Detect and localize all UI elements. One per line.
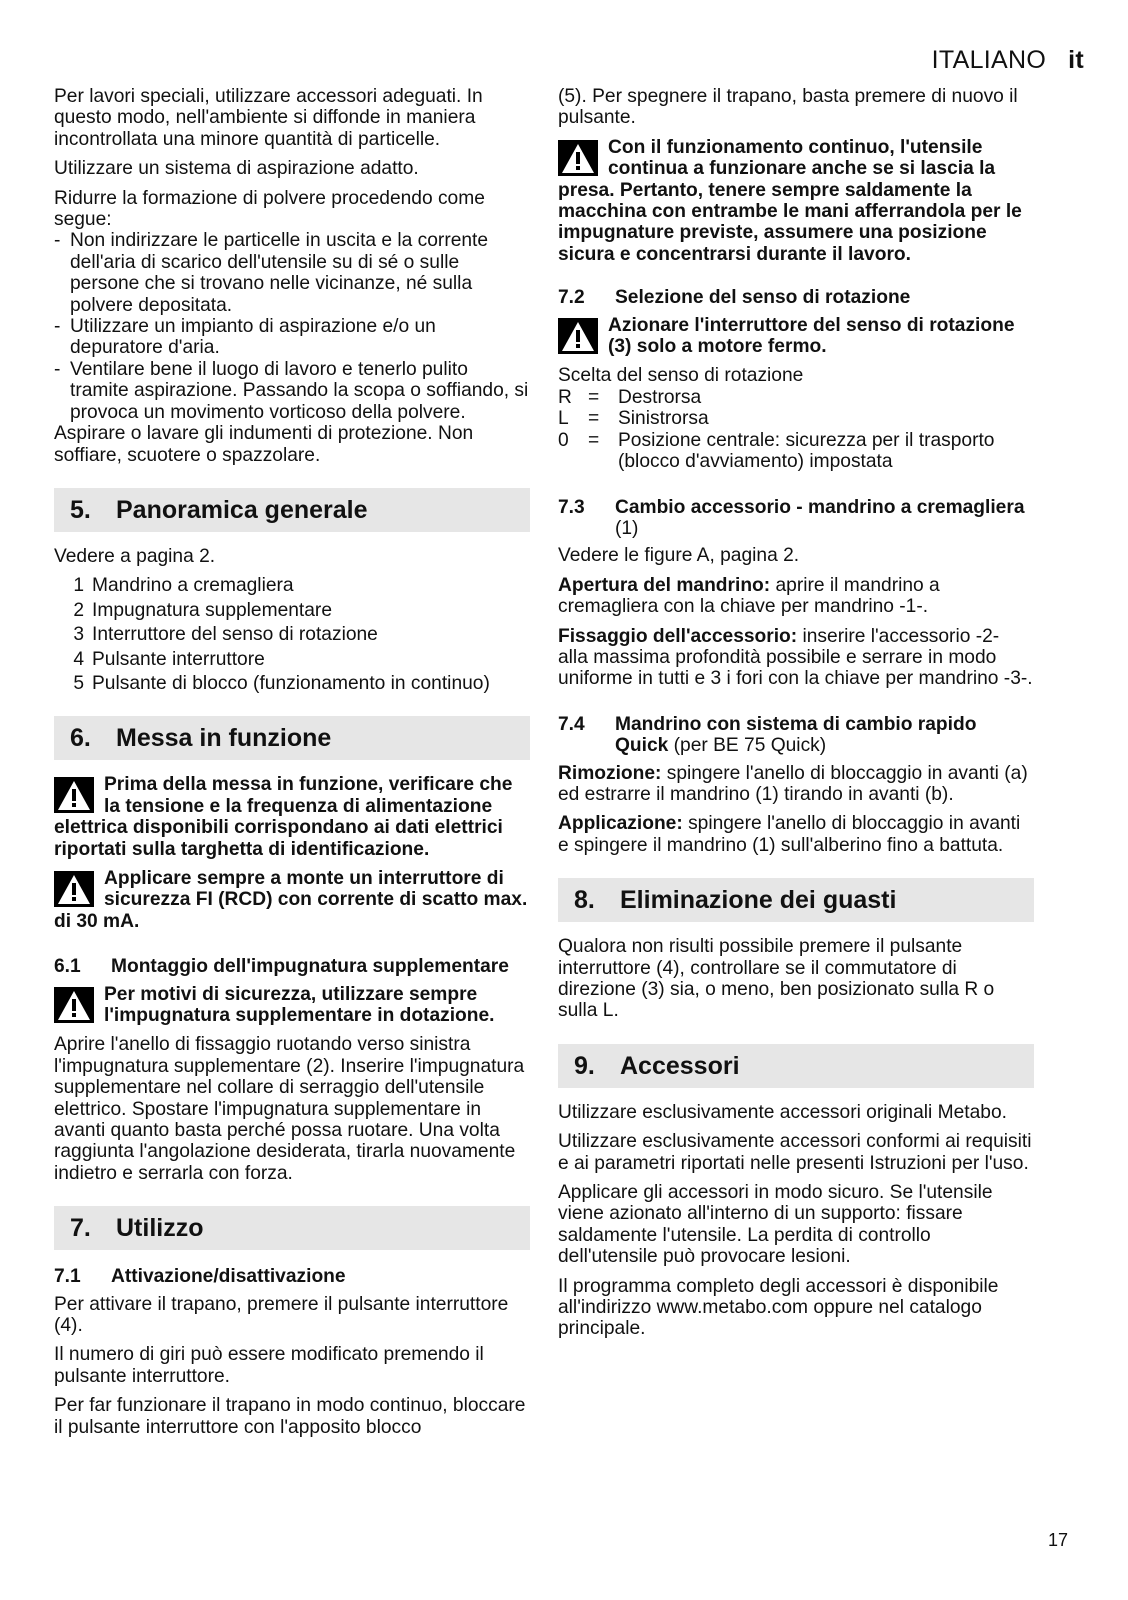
- paragraph: Fissaggio dell'accessorio: inserire l'accessorio -2- alla massima profondità possibile e serrare in modo uniforme in tutti e 3 i fori con la chiave per mandrino -3-.: [558, 625, 1033, 690]
- language-label: ITALIANO: [931, 46, 1047, 74]
- paragraph: Vedere le figure A, pagina 2.: [558, 545, 800, 567]
- section-number: 5.: [70, 495, 91, 524]
- paragraph: Ridurre la formazione di polvere procedendo come segue:: [54, 187, 485, 231]
- paragraph: Applicazione: spingere l'anello di bloccaggio in avanti e spingere il mandrino (1) sull'alberino fino a battuta.: [558, 813, 1021, 856]
- section-number: 8.: [574, 886, 595, 915]
- paragraph: Il programma completo degli accessori è disponibile all'indirizzo www.metabo.com oppure nel catalogo principale.: [558, 1275, 999, 1340]
- section-heading-5: [54, 488, 530, 532]
- paragraph: Qualora non risulti possibile premere il pulsante interruttore (4), controllare se il commutatore di direzione (3) sia, o meno, ben posizionato sulla R o sulla L.: [558, 936, 995, 1022]
- paragraph: Per lavori speciali, utilizzare accessori adeguati. In questo modo, nell'ambiente si diffonde in maniera incontrollata una minore quantità di particelle.: [54, 86, 483, 150]
- subsection-heading-7-2: 7.2 Selezione del senso di rotazione: [558, 287, 911, 309]
- list-item: - Utilizzare un impianto di aspirazione e/o un depuratore d'aria.: [54, 316, 530, 359]
- subsection-heading-7-4: 7.4 Mandrino con sistema di cambio rapido Quick (per BE 75 Quick): [558, 713, 977, 757]
- list-item: 4 Pulsante interruttore: [73, 648, 265, 670]
- left-column: [54, 86, 530, 1446]
- list-item: L = Sinistrorsa: [558, 408, 709, 430]
- list-item: 3 Interruttore del senso di rotazione: [73, 624, 378, 646]
- paragraph: Per attivare il trapano, premere il pulsante interruttore (4).: [54, 1293, 509, 1337]
- right-column: [558, 86, 1034, 1348]
- warning-icon: [558, 140, 598, 176]
- section-title: Utilizzo: [116, 1214, 204, 1243]
- warning-icon: [54, 777, 94, 813]
- warning-block: Applicare sempre a monte un interruttore di sicurezza FI (RCD) con corrente di scatto max. di 30 mA.: [54, 867, 528, 932]
- paragraph: Aprire l'anello di fissaggio ruotando verso sinistra l'impugnatura supplementare (2). Inserire l'impugnatura supplementare nel collare di serraggio dell'utensile elettrico. Spostare l'impugnatura supplementare in avanti quanto basta perché possa ruotare. Una volta raggiunta l'angolazione desiderata, tirarla nuovamente indietro e serrarla con forza.: [54, 1034, 525, 1184]
- warning-icon: [54, 871, 94, 907]
- paragraph: Utilizzare esclusivamente accessori conformi ai requisiti e ai parametri riportati nelle presenti Istruzioni per l'uso.: [558, 1131, 1032, 1174]
- warning-block: Azionare l'interruttore del senso di rotazione (3) solo a motore fermo.: [558, 315, 1034, 358]
- warning-icon: [54, 987, 94, 1023]
- warning-block: Per motivi di sicurezza, utilizzare sempre l'impugnatura supplementare in dotazione.: [54, 984, 530, 1027]
- language-code: it: [1068, 46, 1084, 74]
- section-title: Accessori: [620, 1051, 740, 1080]
- list-item: - Non indirizzare le particelle in uscita e la corrente dell'aria di scarico dell'utensile su di sé o sulle persone che si trovano nelle vicinanze, né sulla polvere depositata.: [54, 230, 530, 316]
- list-item: R = Destrorsa: [558, 386, 702, 408]
- page-number: 17: [1047, 1530, 1068, 1550]
- section-title: Eliminazione dei guasti: [620, 886, 897, 915]
- warning-icon: [558, 318, 598, 354]
- warning-block: Prima della messa in funzione, verificare che la tensione e la frequenza di alimentazione elettrica disponibili corrispondano ai dati elettrici riportati sulla targhetta di identificazione.: [54, 774, 513, 860]
- paragraph: Rimozione: spingere l'anello di bloccaggio in avanti (a) ed estrarre il mandrino (1) tirando in avanti (b).: [558, 762, 1028, 805]
- paragraph: Il numero di giri può essere modificato premendo il pulsante interruttore.: [54, 1344, 484, 1387]
- page-header: [932, 46, 1084, 75]
- section-heading-7: [54, 1206, 530, 1250]
- paragraph: Scelta del senso di rotazione: [558, 365, 804, 387]
- list-item: 2 Impugnatura supplementare: [73, 599, 332, 621]
- subsection-heading-6-1: 6.1 Montaggio dell'impugnatura supplementare: [54, 956, 509, 978]
- list-item: - Ventilare bene il luogo di lavoro e tenerlo pulito tramite aspirazione. Passando la scopa o soffiando, si provoca un movimento vorticoso della polvere.: [54, 359, 530, 423]
- paragraph: Apertura del mandrino: aprire il mandrino a cremagliera con la chiave per mandrino -1-.: [558, 574, 940, 618]
- paragraph: Aspirare o lavare gli indumenti di protezione. Non soffiare, scuotere o spazzolare.: [54, 423, 474, 466]
- paragraph: Utilizzare un sistema di aspirazione adatto.: [54, 158, 419, 180]
- paragraph: Vedere a pagina 2.: [54, 545, 216, 567]
- subsection-heading-7-3: 7.3 Cambio accessorio - mandrino a cremagliera (1): [558, 496, 1025, 539]
- section-heading-6: [54, 716, 530, 760]
- list-item: 0 = Posizione centrale: sicurezza per il trasporto (blocco d'avviamento) impostata: [558, 429, 995, 473]
- list-item: 5 Pulsante di blocco (funzionamento in continuo): [73, 672, 490, 694]
- paragraph: Utilizzare esclusivamente accessori originali Metabo.: [558, 1101, 1007, 1123]
- section-title: Panoramica generale: [116, 495, 368, 524]
- warning-block: Con il funzionamento continuo, l'utensile continua a funzionare anche se si lascia la presa. Pertanto, tenere sempre saldamente la macchina con entrambe le mani afferrandola per le impugnature previste, assumere una posizione sicura e concentrarsi durante il lavoro.: [558, 136, 1022, 265]
- paragraph: (5). Per spegnere il trapano, basta premere di nuovo il pulsante.: [558, 86, 1018, 129]
- list-item: 1 Mandrino a cremagliera: [73, 575, 294, 597]
- paragraph: Applicare gli accessori in modo sicuro. Se l'utensile viene azionato all'interno di un supporto: fissare saldamente l'utensile. La perdita di controllo dell'utensile può provocare lesioni.: [558, 1182, 993, 1268]
- subsection-heading-7-1: 7.1 Attivazione/disattivazione: [54, 1266, 346, 1288]
- paragraph: Per far funzionare il trapano in modo continuo, bloccare il pulsante interruttore con l'apposito blocco: [54, 1395, 526, 1438]
- section-heading-8: [558, 878, 1034, 922]
- section-title: Messa in funzione: [116, 724, 332, 753]
- section-number: 9.: [574, 1051, 595, 1080]
- section-number: 7.: [70, 1214, 91, 1243]
- section-number: 6.: [70, 724, 91, 753]
- section-heading-9: [558, 1044, 1034, 1088]
